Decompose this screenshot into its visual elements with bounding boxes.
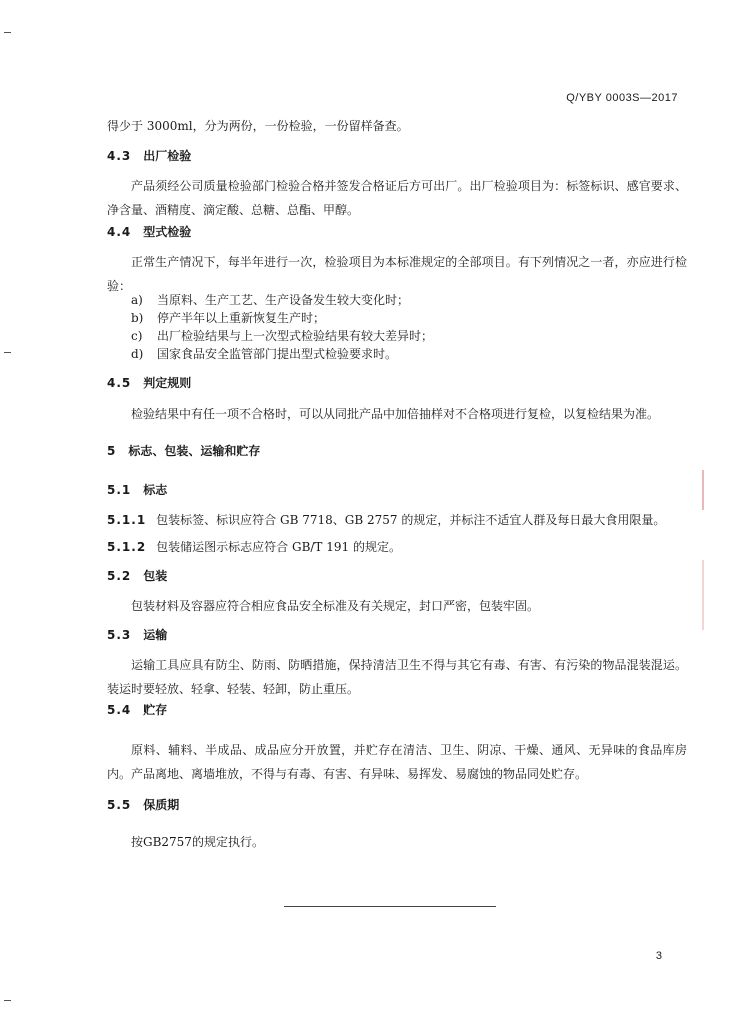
section-title: 出厂检验 [143, 149, 192, 163]
section-number: 4.5 [107, 376, 132, 390]
section-title: 贮存 [143, 703, 168, 717]
scan-edge-mark [4, 1000, 11, 1001]
page-number: 3 [655, 950, 662, 962]
list-text: 国家食品安全监管部门提出型式检验要求时。 [157, 347, 398, 361]
scan-edge-mark [4, 352, 11, 353]
section-title: 标志 [143, 483, 168, 497]
section-text: 包装储运图示标志应符合 GB/T 191 的规定。 [156, 540, 401, 554]
section-title: 运输 [143, 628, 168, 642]
section-4-4-body: 正常生产情况下，每半年进行一次，检验项目为本标准规定的全部项目。有下列情况之一者，亦应进行检验： [107, 255, 687, 293]
section-5-heading [107, 443, 260, 459]
section-5-1-1 [107, 512, 665, 528]
section-number: 4.3 [107, 149, 132, 163]
section-5-1-2 [107, 539, 401, 555]
section-5-5-heading [107, 797, 179, 813]
section-5-3-body: 运输工具应具有防尘、防雨、防晒措施，保持清洁卫生不得与其它有毒、有害、有污染的物品混装混运。装运时要轻放、轻拿、轻装、轻卸，防止重压。 [107, 658, 687, 696]
section-5-3-heading [107, 627, 167, 643]
scan-edge-stain [702, 560, 704, 630]
section-number: 5.1 [107, 483, 132, 497]
intro-line: 得少于 3000ml，分为两份，一份检验，一份留样备查。 [107, 119, 409, 133]
section-text: 包装标签、标识应符合 GB 7718、GB 2757 的规定，并标注不适宜人群及每日最大食用限量。 [156, 513, 666, 527]
section-number: 5.3 [107, 628, 132, 642]
section-5-5-body: 按GB2757的规定执行。 [131, 835, 264, 849]
section-number: 5.4 [107, 703, 132, 717]
section-4-4-heading [107, 224, 191, 240]
section-5-1-heading [107, 482, 167, 498]
section-5-4-heading [107, 702, 167, 718]
section-5-2-body: 包装材料及容器应符合相应食品安全标准及有关规定，封口严密，包装牢固。 [131, 599, 540, 613]
section-4-5-heading [107, 375, 191, 391]
section-number: 5.1.2 [107, 540, 147, 554]
section-4-3-body: 产品须经公司质量检验部门检验合格并签发合格证后方可出厂。出厂检验项目为：标签标识、感官要求、净含量、酒精度、滴定酸、总糖、总酯、甲醇。 [107, 179, 687, 217]
scan-edge-stain [702, 470, 704, 510]
section-4-3-heading [107, 148, 191, 164]
list-text: 当原料、生产工艺、生产设备发生较大变化时； [157, 293, 410, 307]
list-marker: d) [131, 347, 144, 361]
list-item [131, 309, 325, 327]
section-number: 5.5 [107, 798, 132, 812]
section-title: 标志、包装、运输和贮存 [128, 444, 261, 458]
section-number: 4.4 [107, 225, 132, 239]
scan-edge-mark [4, 32, 11, 33]
list-marker: a) [131, 293, 143, 307]
section-number: 5.2 [107, 569, 132, 583]
section-5-2-heading [107, 568, 167, 584]
end-rule [284, 906, 496, 907]
list-text: 停产半年以上重新恢复生产时； [157, 311, 326, 325]
section-title: 包装 [143, 569, 168, 583]
list-item [131, 345, 397, 363]
section-title: 型式检验 [143, 225, 192, 239]
section-number: 5 [107, 444, 117, 458]
section-4-5-body: 检验结果中有任一项不合格时，可以从同批产品中加倍抽样对不合格项进行复检，以复检结果为准。 [131, 407, 660, 421]
section-number: 5.1.1 [107, 513, 147, 527]
list-marker: c) [131, 329, 143, 343]
list-text: 出厂检验结果与上一次型式检验结果有较大差异时； [157, 329, 434, 343]
section-title: 保质期 [143, 798, 180, 812]
document-code: Q/YBY 0003S—2017 [566, 92, 678, 104]
list-item [131, 291, 409, 309]
section-title: 判定规则 [143, 376, 192, 390]
list-item [131, 327, 433, 345]
section-5-4-body: 原料、辅料、半成品、成品应分开放置，并贮存在清洁、卫生、阴凉、干燥、通风、无异味的食品库房内。产品离地、离墙堆放，不得与有毒、有害、有异味、易挥发、易腐蚀的物品同处贮存。 [107, 743, 687, 781]
list-marker: b) [131, 311, 144, 325]
